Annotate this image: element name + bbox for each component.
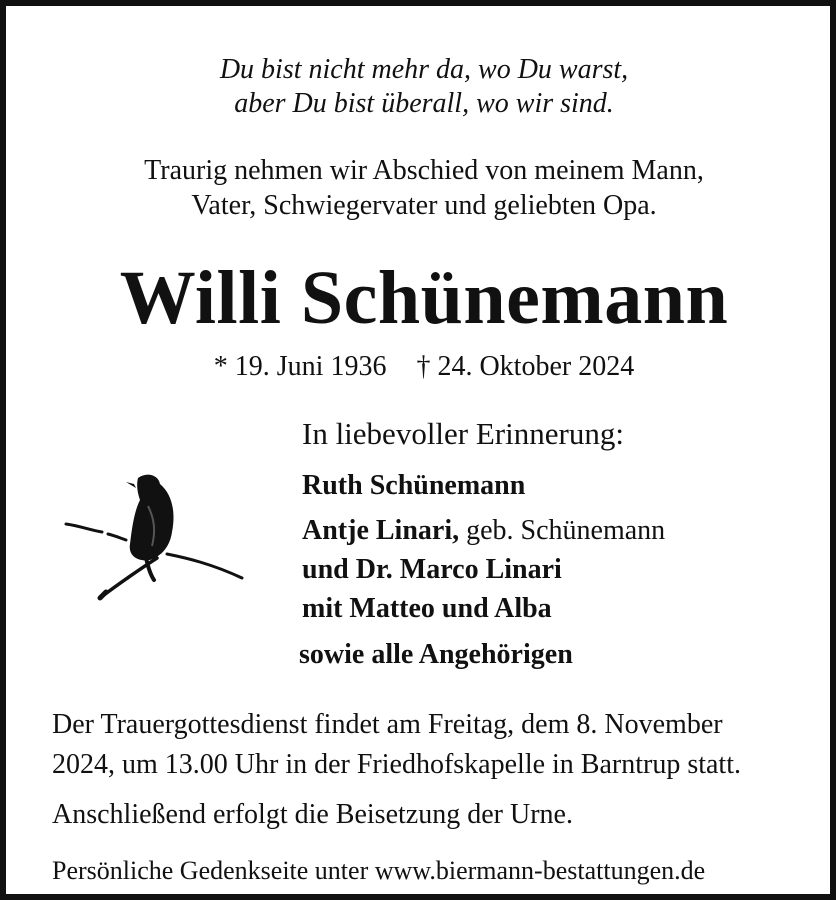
motto-line-1: Du bist nicht mehr da, wo Du warst, <box>219 54 629 85</box>
death-date: † 24. Oktober 2024 <box>416 351 635 382</box>
mourner-4: mit Matteo und Alba <box>302 593 552 624</box>
mourner-1: Ruth Schünemann <box>302 470 526 501</box>
birth-date: * 19. Juni 1936 <box>213 351 387 382</box>
service-line-1: Der Trauergottesdienst findet am Freitag, dem 8. November <box>52 709 723 740</box>
mourner-2-name: Antje Linari, <box>302 515 460 546</box>
intro-line-2: Vater, Schwiegervater und geliebten Opa. <box>191 190 657 221</box>
memory-heading: In liebevoller Erinnerung: <box>302 416 624 451</box>
mourner-2 <box>302 514 665 548</box>
mourner-2-nee: geb. Schünemann <box>466 515 666 546</box>
motto-line-2: aber Du bist überall, wo wir sind. <box>234 88 614 119</box>
service-line-3: Anschließend erfolgt die Beisetzung der Urne. <box>52 799 573 830</box>
mourner-5: sowie alle Angehörigen <box>299 639 573 670</box>
memorial-website: Persönliche Gedenkseite unter www.biermann-bestattungen.de <box>52 856 706 885</box>
service-line-2: 2024, um 13.00 Uhr in der Friedhofskapelle in Barntrup statt. <box>52 749 741 780</box>
bird-on-branch-icon <box>62 466 248 606</box>
deceased-name: Willi Schünemann <box>119 256 729 340</box>
mourner-3: und Dr. Marco Linari <box>302 554 562 585</box>
life-dates <box>6 350 836 384</box>
intro-line-1: Traurig nehmen wir Abschied von meinem Mann, <box>144 155 704 186</box>
